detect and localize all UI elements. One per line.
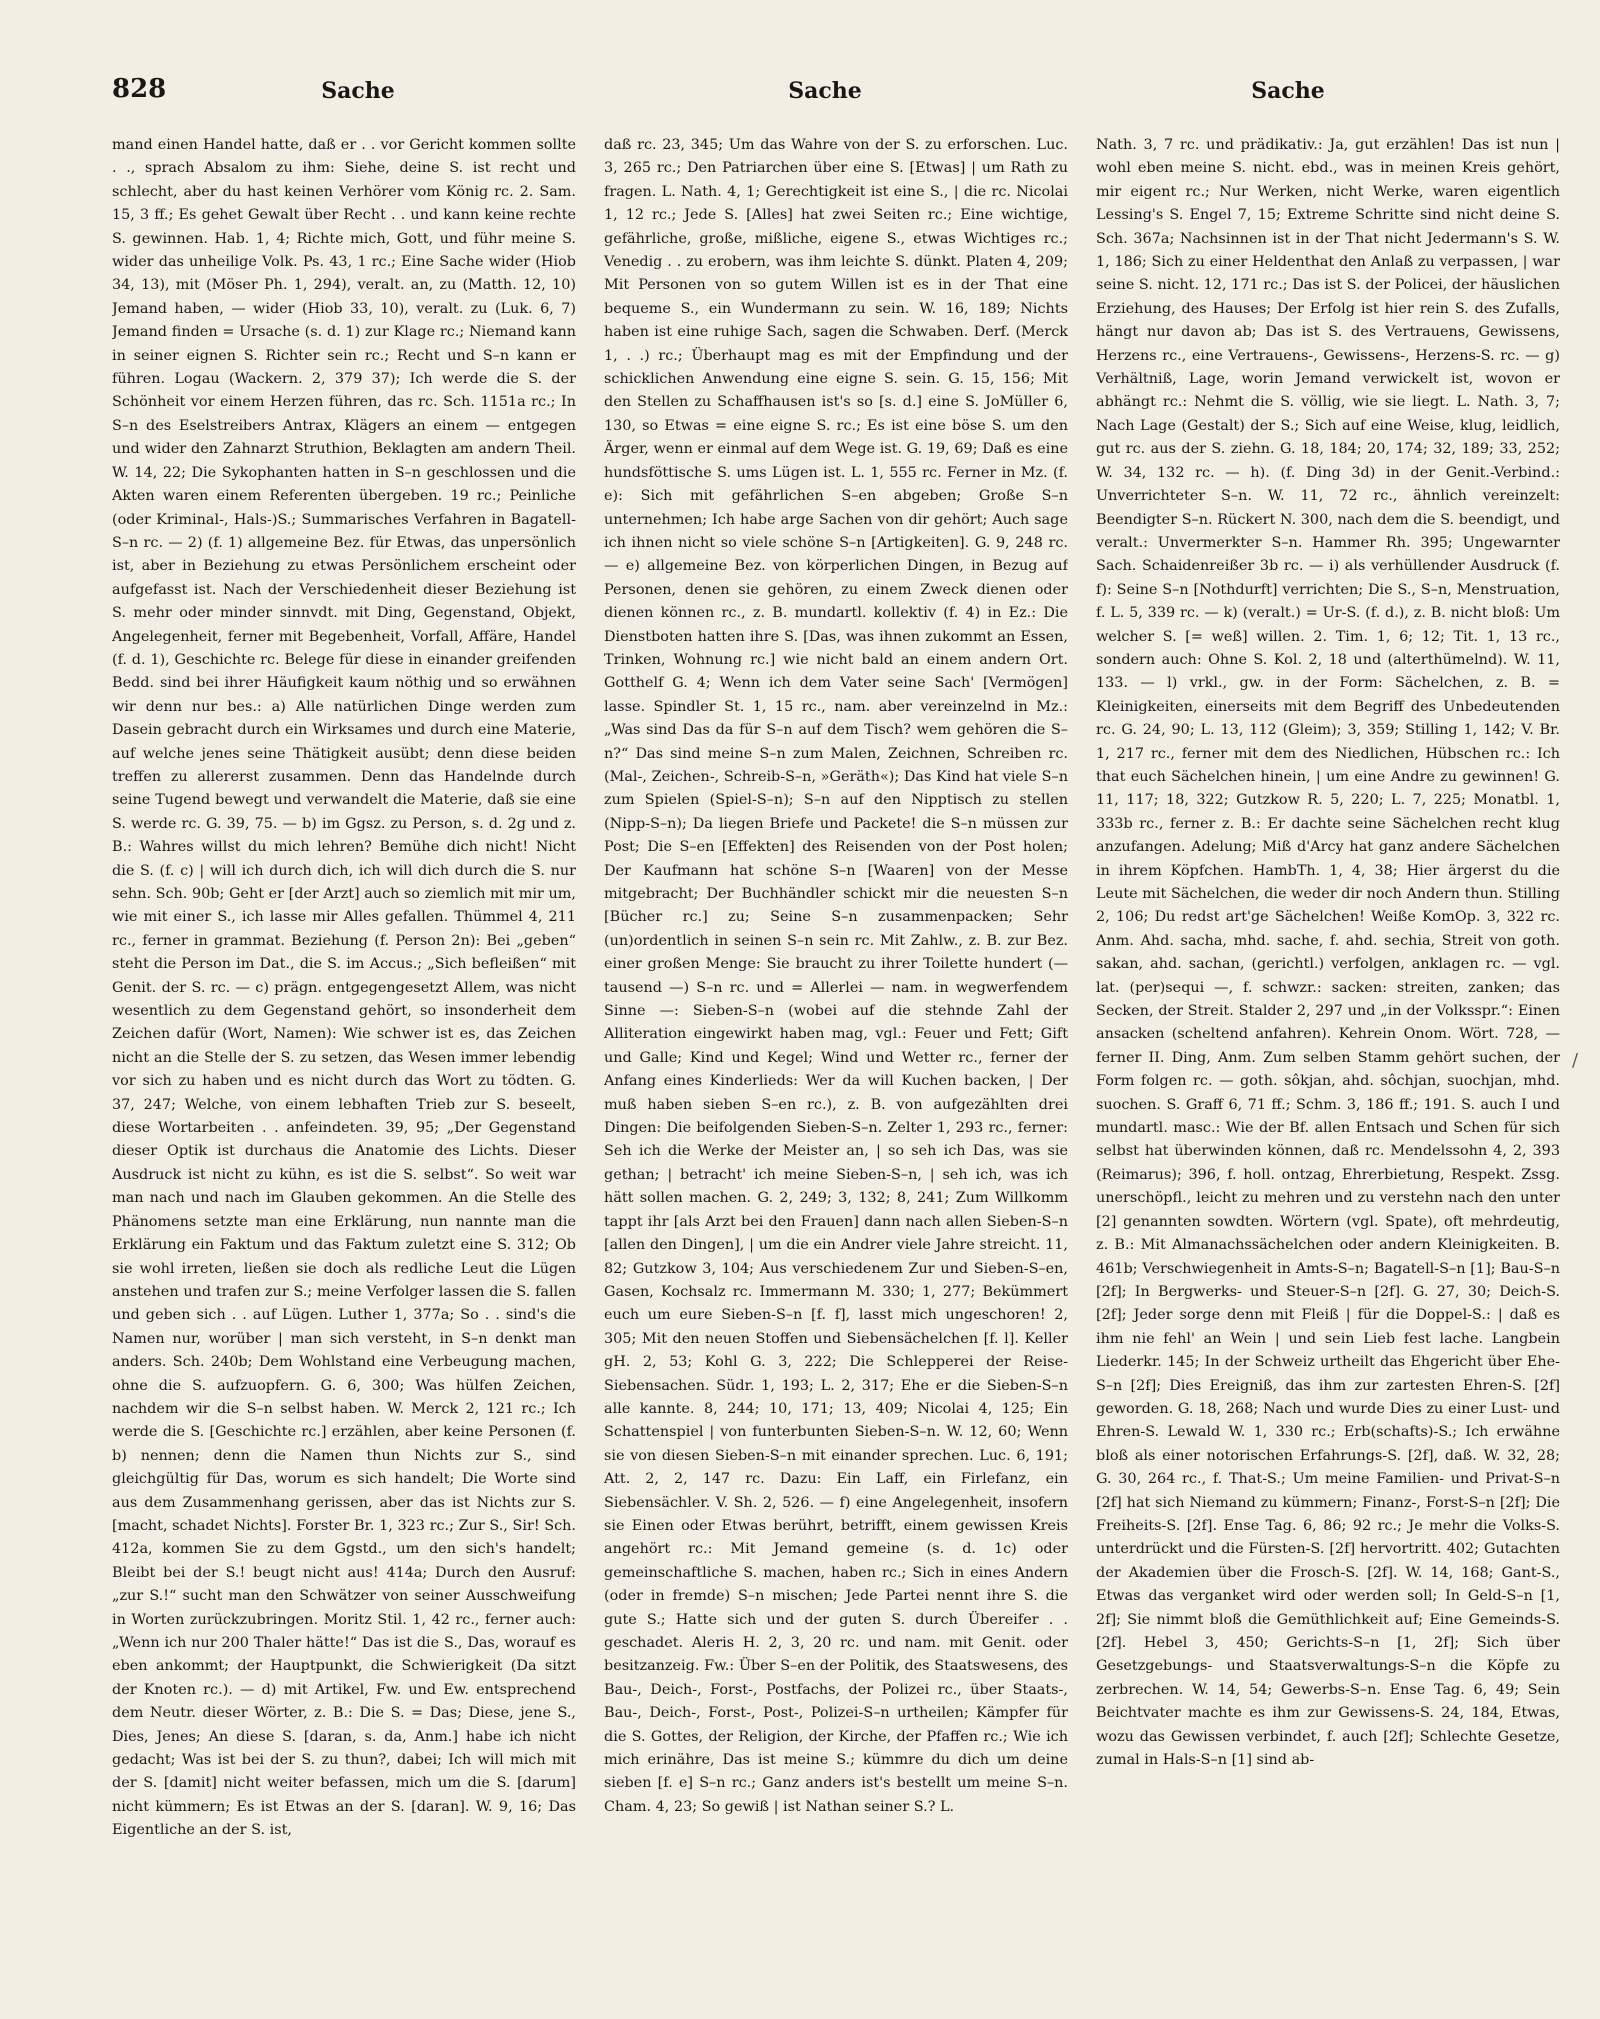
column-3-text: Nath. 3, 7 rc. und prädikativ.: Ja, gut erzählen! Das ist nun | wohl eben meine S. nicht. ebd., was in meinen Kreis gehört, mir eigent rc.; Nur Werken, nicht Werke, waren eigentlich Lessing's S. Engel 7, 15; Extreme Schritte sind nicht deine S. Sch. 367a; Nachsinnen ist in der That nicht Jedermann's S. W. 1, 186; Sich zu einer Heldenthat den Anlaß zu verpassen, | war seine S. nicht. 12, 171 rc.; Das ist S. der Policei, der häuslichen Erziehung, des Hauses; Der Erfolg ist hier rein S. des Zufalls, hängt nur davon ab; Das ist S. des Vertrauens, Gewissens, Herzens rc., eine Vertrauens-, Gewissens-, Herzens-S. rc. — g) Verhältniß, Lage, worin Jemand verwickelt ist, wovon er abhängt rc.: Nehmt die S. völlig, wie sie liegt. L. Nath. 3, 7; Nach Lage (Gestalt) der S.; Sich auf eine Weise, klug, leidlich, gut rc. aus der S. ziehn. G. 18, 184; 20, 174; 32, 189; 33, 252; W. 34, 132 rc. — h). (f. Ding 3d) in der Genit.-Verbind.: Unverrichteter S–n. W. 11, 72 rc., ähnlich vereinzelt: Beendigter S–n. Rückert N. 300, nach dem die S. beendigt, und veralt.: Unvermerkter S–n. Hammer Rh. 395; Ungewarnter Sach. Schaidenreißer 3b rc. — i) als verhüllender Ausdruck (f. f): Seine S–n [Nothdurft] verrichten; Die S., S–n, Menstruation, f. L. 5, 339 rc. — k) (veralt.) = Ur-S. (f. d.), z. B. nicht bloß: Um welcher S. [= weß] willen. 2. Tim. 1, 6; 12; Tit. 1, 13 rc., sondern auch: Ohne S. Kol. 2, 18 und (alterthümelnd). W. 11, 133. — l) vrkl., gw. in der Form: Sächelchen, z. B. = Kleinigkeiten, einerseits mit dem Begriff des Unbedeutenden rc. G. 24, 90; L. 13, 112 (Gleim); 3, 359; Stilling 1, 142; V. Br. 1, 217 rc., ferner mit dem des Niedlichen, Hübschen rc.: Ich that euch Sächelchen hinein, | um eine Andre zu gewinnen! G. 11, 117; 18, 322; Gutzkow R. 5, 220; L. 7, 225; Monatbl. 1, 333b rc., ferner z. B.: Er dachte seine Sächelchen recht klug anzufangen. Adelung; Miß d'Arcy hat ganz andere Sächelchen in ihrem Köpfchen. HambTh. 1, 4, 38; Hier ärgerst du die Leute mit Sächelchen, die weder dir noch Andern thun. Stilling 2, 106; Du redst art'ge Sächelchen! Weiße KomOp. 3, 322 rc. Anm. Ahd. sacha, mhd. sache, f. ahd. sechia, Streit von goth. sakan, ahd. sachan, (gerichtl.) verfolgen, anklagen rc. — vgl. lat. (per)sequi —, f. schwzr.: sacken: streiten, zanken; das Secken, der Streit. Stalder 2, 297 und „in der Volksspr.“: Einen ansacken (scheltend anfahren). Kehrein Onom. Wört. 728, — ferner II. Ding, Anm. Zum selben Stamm gehört suchen, der Form folgen rc. — goth. sôkjan, ahd. sôchjan, suochjan, mhd. suochen. S. Graff 6, 71 ff.; Schm. 3, 186 ff.; 191. S. auch I und mundartl. masc.: Wie der Bf. allen Entsach und Schen für sich selbst hat überwinden können, daß rc. Mendelssohn 4, 2, 393 (Reimarus); 396, f. holl. ontzag, Ehrerbietung, Respekt. Zssg. unerschöpfl., leicht zu mehren und zu verstehn nach den unter [2] genannten sowdten. Wörtern (vgl. Spate), oft mehrdeutig, z. B.: Mit Almanachssächelchen oder andern Kleinigkeiten. B. 461b; Verschwiegenheit in Amts-S–n; Bagatell-S–n [1]; Bau-S–n [2f]; In Bergwerks- und Steuer-S–n [2f]. G. 27, 30; Deich-S. [2f]; Jeder sorge denn mit Fleiß | für die Doppel-S.: | daß es ihm nie fehl' an Wein | und sein Lieb fest lache. Langbein Liederkr. 145; In der Schweiz urtheilt das Ehgericht über Ehe-S–n [2f]; Dies Ereigniß, das ihm zur zartesten Ehren-S. [2f] geworden. G. 18, 268; Nach und wurde Dies zu einer Lust- und Ehren-S. Lewald W. 1, 330 rc.; Erb(schafts)-S.; Ich erwähne bloß als einer notorischen Erfahrungs-S. [2f], daß. W. 32, 28; G. 30, 264 rc., f. That-S.; Um meine Familien- und Privat-S–n [2f] hat sich Niemand zu kümmern; Finanz-, Forst-S–n [2f]; Die Freiheits-S. [2f]. Ense Tag. 6, 86; 92 rc.; Je mehr die Volks-S. unterdrückt und die Fürsten-S. [2f] hervortritt. 402; Gutachten der Akademien über die Frosch-S. [2f]. W. 14, 168; Gant-S., Etwas das verganket wird oder werden soll; In Geld-S–n [1, 2f]; Sie nimmt bloß die Gemüthlichkeit auf; Eine Gemeinds-S. [2f]. Hebel 3, 450; Gerichts-S–n [1, 2f]; Sich über Gesetzgebungs- und Staatsverwaltungs-S–n die Köpfe zu zerbrechen. W. 14, 54; Gewerbs-S–n. Ense Tag. 6, 49; Sein Beichtvater machte es ihm zur Gewissens-S. 24, 184, Etwas, wozu das Gewissen verbindet, f. auch [2f]; Schlechte Gesetze, zumal in Hals-S–n [1] sind ab- [1096,137,1560,1769]
running-head-left: Sache [321,78,395,104]
margin-mark: / [1572,1050,1579,1071]
page-header [0,70,1600,110]
column-2-text: daß rc. 23, 345; Um das Wahre von der S. zu erforschen. Luc. 3, 265 rc.; Den Patriarchen über eine S. [Etwas] | um Rath zu fragen. L. Nath. 4, 1; Gerechtigkeit ist eine S., | die rc. Nicolai 1, 12 rc.; Jede S. [Alles] hat zwei Seiten rc.; Eine wichtige, gefährliche, große, mißliche, eigene S., etwas Wichtiges rc.; Venedig . . zu erobern, was ihm leichte S. dünkt. Platen 4, 209; Mit Personen von so gutem Willen ist es in der That eine bequeme S., ein Wundermann zu sein. W. 16, 189; Nichts haben ist eine ruhige Sach, sagen die Schwaben. Derf. (Merck 1, . .) rc.; Überhaupt mag es mit der Empfindung und der schicklichen Anwendung eine eigne S. sein. G. 15, 156; Mit den Stellen zu Schaffhausen ist's so [s. d.] eine S. JoMüller 6, 130, so Etwas = eine eigne S. rc.; Es ist eine böse S. um den Ärger, wenn er einmal auf dem Wege ist. G. 19, 69; Daß es eine hundsföttische S. ums Lügen ist. L. 1, 555 rc. Ferner in Mz. (f. e): Sich mit gefährlichen S–en abgeben; Große S–n unternehmen; Ich habe arge Sachen von dir gehört; Auch sage ich ihnen nicht so viele schöne S–n [Artigkeiten]. G. 9, 248 rc. — e) allgemeine Bez. von körperlichen Dingen, in Bezug auf Personen, denen sie gehören, zu einem Zweck dienen oder dienen können rc., z. B. mundartl. kollektiv (f. 4) in Ez.: Die Dienstboten hatten ihre S. [Das, was ihnen zukommt an Essen, Trinken, Wohnung rc.] wie nicht bald an einem andern Ort. Gotthelf G. 4; Wenn ich dem Vater seine Sach' [Vermögen] lasse. Spindler St. 1, 15 rc., nam. aber vereinzelnd in Mz.: „Was sind Das da für S–n auf dem Tisch? wem gehören die S–n?“ Das sind meine S–n zum Malen, Zeichnen, Schreiben rc. (Mal-, Zeichen-, Schreib-S–n, »Geräth«); Das Kind hat viele S–n zum Spielen (Spiel-S–n); S–n auf den Nipptisch zu stellen (Nipp-S–n); Da liegen Briefe und Packete! die S–n müssen zur Post; Die S–en [Effekten] des Reisenden von der Post holen; Der Kaufmann hat schöne S–n [Waaren] von der Messe mitgebracht; Der Buchhändler schickt mir die neuesten S–n [Bücher rc.] zu; Seine S–n zusammenpacken; Sehr (un)ordentlich in seinen S–n sein rc. Mit Zahlw., z. B. zur Bez. einer großen Menge: Sie braucht zu ihrer Toilette hundert (— tausend —) S–n rc. und = Allerlei — nam. in wegwerfendem Sinne —: Sieben-S–n (wobei auf die stehnde Zahl der Alliteration eingewirkt haben mag, vgl.: Feuer und Fett; Gift und Galle; Kind und Kegel; Wind und Wetter rc., ferner der Anfang eines Kinderlieds: Wer da will Kuchen backen, | Der muß haben sieben S–en rc.), z. B. von aufgezählten drei Dingen: Die beifolgenden Sieben-S–n. Zelter 1, 293 rc., ferner: Seh ich die Werke der Meister an, | so seh ich Das, was sie gethan; | betracht' ich meine Sieben-S–n, | seh ich, was ich hätt sollen machen. G. 2, 249; 3, 132; 8, 241; Zum Willkomm tappt ihr [als Arzt bei den Frauen] dann nach allen Sieben-S–n [allen den Dingen], | um die ein Andrer viele Jahre streicht. 11, 82; Gutzkow 3, 104; Aus verschiedenem Zur und Sieben-S–en, Gasen, Kochsalz rc. Immermann M. 330; 1, 277; Bekümmert euch um eure Sieben-S–n [f. f], lasst mich ungeschoren! 2, 305; Mit den neuen Stoffen und Siebensächelchen [f. l]. Keller gH. 2, 53; Kohl G. 3, 222; Die Schlepperei der Reise-Siebensachen. Südr. 1, 193; L. 2, 317; Ehe er die Sieben-S–n alle kannte. 8, 244; 10, 171; 13, 409; Nicolai 4, 125; Ein Schattenspiel | von funterbunten Sieben-S–n. W. 12, 60; Wenn sie von diesen Sieben-S–n mit einander sprechen. Luc. 6, 191; Att. 2, 2, 147 rc. Dazu: Ein Laff, ein Firlefanz, ein Siebensächler. V. Sh. 2, 526. — f) eine Angelegenheit, insofern sie Einen oder Etwas berührt, betrifft, einem gewissen Kreis angehört rc.: Mit Jemand gemeine (s. d. 1c) oder gemeinschaftliche S. machen, haben rc.; Sich in eines Andern (oder in fremde) S–n mischen; Jede Partei nennt ihre S. die gute S.; Hatte sich und der guten S. durch Übereifer . . geschadet. Aleris H. 2, 3, 20 rc. und nam. mit Genit. oder besitzanzeig. Fw.: Über S–en der Politik, des Staatswesens, des Bau-, Deich-, Forst-, Postfachs, der Polizei rc., über Staats-, Bau-, Deich-, Forst-, Post-, Polizei-S–n urtheilen; Kämpfer für die S. Gottes, der Religion, der Kirche, der Pfaffen rc.; Wie ich mich erinähre, Das ist meine S.; kümmre du dich um deine sieben [f. e] S–n rc.; Ganz anders ist's bestellt um meine S–n. Cham. 4, 23; So gewiß | ist Nathan seiner S.? L. [604,137,1068,1815]
text-columns [112,134,1560,1994]
running-head-center: Sache [788,78,862,104]
text-column-2 [604,134,1068,1994]
running-head-right: Sache [1251,78,1325,104]
page-number: 828 [112,74,167,104]
text-column-1 [112,134,576,1994]
text-column-3 [1096,134,1560,1994]
column-1-text: mand einen Handel hatte, daß er . . vor Gericht kommen sollte . ., sprach Absalom zu ihm: Siehe, deine S. ist recht und schlecht, aber du hast keinen Verhörer vom König rc. 2. Sam. 15, 3 ff.; Es gehet Gewalt über Recht . . und kann keine rechte S. gewinnen. Hab. 1, 4; Richte mich, Gott, und führ meine S. wider das unheilige Volk. Ps. 43, 1 rc.; Eine Sache wider (Hiob 34, 13), mit (Möser Ph. 1, 294), veralt. an, zu (Matth. 12, 10) Jemand haben, — wider (Hiob 33, 10), veralt. zu (Luk. 6, 7) Jemand finden = Ursache (s. d. 1) zur Klage rc.; Niemand kann in seiner eignen S. Richter sein rc.; Recht und S–n kann er führen. Logau (Wackern. 2, 379 37); Ich werde die S. der Schönheit vor einem Herzen führen, das rc. Sch. 1151a rc.; In S–n des Eselstreibers Antrax, Klägers an einem — entgegen und wider den Zahnarzt Struthion, Beklagten am andern Theil. W. 14, 22; Die Sykophanten hatten in S–n geschlossen und die Akten waren einem Referenten übergeben. 19 rc.; Peinliche (oder Kriminal-, Hals-)S.; Summarisches Verfahren in Bagatell-S–n rc. — 2) (f. 1) allgemeine Bez. für Etwas, das unpersönlich ist, aber in Beziehung zu etwas Persönlichem erscheint oder aufgefasst ist. Nach der Verschiedenheit dieser Beziehung ist S. mehr oder minder sinnvdt. mit Ding, Gegenstand, Objekt, Angelegenheit, ferner mit Begebenheit, Vorfall, Affäre, Handel (f. d. 1), Geschichte rc. Belege für diese in einander greifenden Bedd. sind bei ihrer Häufigkeit kaum nöthig und so erwähnen wir denn nur bes.: a) Alle natürlichen Dinge werden zum Dasein gebracht durch ein Wirksames und durch eine Materie, auf welche jenes seine Thätigkeit ausübt; denn diese beiden treffen zu allererst zusammen. Denn das Handelnde durch seine Tugend bewegt und verwandelt die Materie, daß sie eine S. werde rc. G. 39, 75. — b) im Ggsz. zu Person, s. d. 2g und z. B.: Wahres willst du mich lehren? Bemühe dich nicht! Nicht die S. (f. c) | will ich durch dich, ich will dich durch die S. nur sehn. Sch. 90b; Geht er [der Arzt] auch so ziemlich mit mir um, wie mit einer S., ich lasse mir Alles gefallen. Thümmel 4, 211 rc., ferner in grammat. Beziehung (f. Person 2n): Bei „geben“ steht die Person im Dat., die S. im Accus.; „Sich befleißen“ mit Genit. der S. rc. — c) prägn. entgegengesetzt Allem, was nicht wesentlich zu dem Gegenstand gehört, so insonderheit dem Zeichen dafür (Wort, Namen): Wie schwer ist es, das Zeichen nicht an die Stelle der S. zu setzen, das Wesen immer lebendig vor sich zu haben und es nicht durch das Wort zu tödten. G. 37, 247; Welche, von einem lebhaften Trieb zur S. beseelt, diese Wortarbeiten . . anfeindeten. 39, 95; „Der Gegenstand dieser Optik ist durchaus die Anatomie des Lichts. Dieser Ausdruck ist nicht zu kühn, es ist die S. selbst“. So weit war man nach und nach im Glauben gekommen. An die Stelle des Phänomens setzte man eine Erklärung, nun nannte man die Erklärung ein Faktum und das Faktum zuletzt eine S. 312; Ob sie wohl irreten, ließen sie doch als redliche Leut die Lügen anstehen und trafen zur S.; meine Verfolger lassen die S. fallen und geben sich . . auf Lügen. Luther 1, 377a; So . . sind's die Namen nur, worüber | man sich versteht, in S–n denkt man anders. Sch. 240b; Dem Wohlstand eine Verbeugung machen, ohne die S. aufzuopfern. G. 6, 300; Was hülfen Zeichen, nachdem wir die S–n selbst haben. W. Merck 2, 121 rc.; Ich werde die S. [Geschichte rc.] erzählen, aber keine Personen (f. b) nennen; denn die Namen thun Nichts zur S., sind gleichgültig für Das, worum es sich handelt; Die Worte sind aus dem Zusammenhang gerissen, aber das ist Nichts zur S. [macht, schadet Nichts]. Forster Br. 1, 323 rc.; Zur S., Sir! Sch. 412a, kommen Sie zu dem Ggstd., um den sich's handelt; Bleibt bei der S.! beugt nicht aus! 414a; Durch den Ausruf: „zur S.!“ sucht man den Schwätzer von seiner Ausschweifung in Worten zurückzubringen. Moritz Stil. 1, 42 rc., ferner auch: „Wenn ich nur 200 Thaler hätte!“ Das ist die S., Das, worauf es eben ankommt; der Hauptpunkt, die Schwierigkeit (Da sitzt der Knoten rc.). — d) mit Artikel, Fw. und Ew. entsprechend dem Neutr. dieser Wörter, z. B.: Die S. = Das; Diese, jene S., Dies, Jenes; An diese S. [daran, s. da, Anm.] habe ich nicht gedacht; Was ist bei der S. zu thun?, dabei; Ich will mich mit der S. [damit] nicht weiter befassen, mich um die S. [darum] nicht kümmern; Es ist Etwas an der S. [daran]. W. 9, 16; Das Eigentliche an der S. ist, [112,137,576,1839]
